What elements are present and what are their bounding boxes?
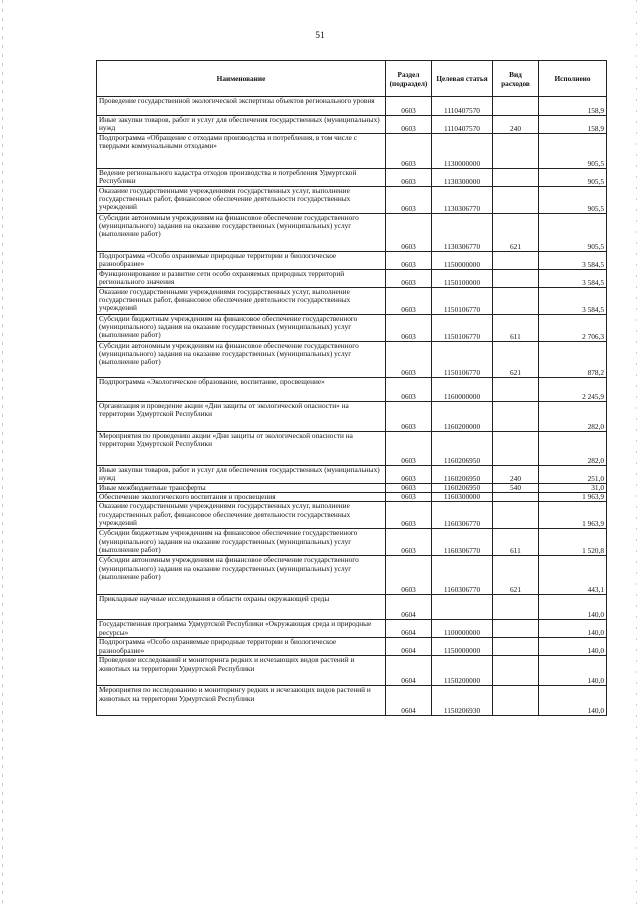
- budget-table: [96, 60, 607, 716]
- cell-kind: [493, 595, 539, 620]
- cell-target: 1150106770: [432, 342, 493, 378]
- header-name: Наименование: [97, 61, 386, 97]
- cell-kind: [493, 134, 539, 169]
- cell-section: 0604: [386, 656, 432, 686]
- cell-target: 1150000000: [432, 638, 493, 656]
- cell-kind: [493, 656, 539, 686]
- cell-target: 1150106770: [432, 315, 493, 342]
- cell-kind: 240: [493, 466, 539, 484]
- cell-name: Иные закупки товаров, работ и услуг для обеспечения государственных (муниципальных) нужд: [97, 466, 386, 484]
- table-row: [97, 466, 607, 484]
- cell-amount: 140,0: [539, 686, 607, 716]
- cell-kind: [493, 502, 539, 529]
- cell-amount: 1 520,8: [539, 529, 607, 556]
- cell-name: Субсидии бюджетным учреждениям на финансовое обеспечение государственного (муниципального) задания на оказание государственных (муниципальных) услуг (выполнение работ): [97, 315, 386, 342]
- table-row: [97, 493, 607, 502]
- cell-amount: 140,0: [539, 656, 607, 686]
- cell-target: 1100000000: [432, 620, 493, 638]
- cell-section: 0603: [386, 134, 432, 169]
- table-row: [97, 638, 607, 656]
- cell-target: 1150200000: [432, 656, 493, 686]
- cell-section: 0603: [386, 529, 432, 556]
- cell-target: 1160306770: [432, 502, 493, 529]
- table-row: [97, 556, 607, 595]
- table-body: [97, 97, 607, 716]
- cell-amount: 443,1: [539, 556, 607, 595]
- cell-amount: 140,0: [539, 595, 607, 620]
- table-row: [97, 595, 607, 620]
- cell-section: 0603: [386, 466, 432, 484]
- cell-section: 0603: [386, 252, 432, 270]
- cell-name: Подпрограмма «Особо охраняемые природные территории и биологическое разнообразие»: [97, 252, 386, 270]
- cell-amount: 878,2: [539, 342, 607, 378]
- cell-section: 0604: [386, 638, 432, 656]
- cell-amount: 282,0: [539, 432, 607, 466]
- cell-target: 1150100000: [432, 270, 493, 288]
- cell-name: Обеспечение экологического воспитания и просвещения: [97, 493, 386, 502]
- table-row: [97, 502, 607, 529]
- cell-name: Иные закупки товаров, работ и услуг для обеспечения государственных (муниципальных) нужд: [97, 116, 386, 134]
- cell-name: Подпрограмма «Обращение с отходами производства и потребления, в том числе с твердыми коммунальными отходами»: [97, 134, 386, 169]
- cell-name: Оказание государственными учреждениями государственных услуг, выполнение государственных работ, финансовое обеспечение деятельности государственных учреждений: [97, 187, 386, 214]
- table-row: [97, 378, 607, 402]
- cell-name: Организация и проведение акции «Дни защиты от экологической опасности» на территории Удмуртской Республики: [97, 402, 386, 432]
- header-amount: Исполнено: [539, 61, 607, 97]
- cell-section: 0603: [386, 402, 432, 432]
- table-row: [97, 134, 607, 169]
- table-row: [97, 484, 607, 493]
- cell-target: 1160306770: [432, 556, 493, 595]
- cell-kind: [493, 270, 539, 288]
- cell-name: Субсидии автономным учреждениям на финансовое обеспечение государственного (муниципального) задания на оказание государственных (муниципальных) услуг (выполнение работ): [97, 342, 386, 378]
- cell-kind: [493, 686, 539, 716]
- cell-section: 0603: [386, 187, 432, 214]
- cell-amount: 3 584,5: [539, 270, 607, 288]
- cell-kind: [493, 432, 539, 466]
- cell-target: 1150106770: [432, 288, 493, 315]
- cell-name: Подпрограмма «Особо охраняемые природные территории и биологическое разнообразие»: [97, 638, 386, 656]
- table-row: [97, 214, 607, 252]
- cell-kind: 611: [493, 315, 539, 342]
- cell-kind: 621: [493, 214, 539, 252]
- cell-kind: [493, 187, 539, 214]
- cell-name: Прикладные научные исследования в области охраны окружающей среды: [97, 595, 386, 620]
- cell-amount: 2 706,3: [539, 315, 607, 342]
- table-row: [97, 529, 607, 556]
- cell-section: 0604: [386, 620, 432, 638]
- cell-amount: 905,5: [539, 169, 607, 187]
- cell-amount: 140,0: [539, 638, 607, 656]
- cell-name: Государственная программа Удмуртской Республики «Окружающая среда и природные ресурсы»: [97, 620, 386, 638]
- cell-kind: [493, 378, 539, 402]
- cell-section: 0603: [386, 169, 432, 187]
- cell-section: 0603: [386, 270, 432, 288]
- cell-name: Оказание государственными учреждениями государственных услуг, выполнение государственных работ, финансовое обеспечение деятельности государственных учреждений: [97, 288, 386, 315]
- cell-target: [432, 595, 493, 620]
- cell-amount: 905,5: [539, 187, 607, 214]
- cell-amount: 2 245,9: [539, 378, 607, 402]
- cell-target: 1110407570: [432, 97, 493, 116]
- cell-target: 1160000000: [432, 378, 493, 402]
- cell-name: Проведение государственной экологической экспертизы объектов регионального уровня: [97, 97, 386, 116]
- table-row: [97, 656, 607, 686]
- table-row: [97, 116, 607, 134]
- cell-target: 1110407570: [432, 116, 493, 134]
- cell-amount: 31,0: [539, 484, 607, 493]
- cell-section: 0603: [386, 432, 432, 466]
- cell-section: 0603: [386, 315, 432, 342]
- table-row: [97, 315, 607, 342]
- cell-amount: 140,0: [539, 620, 607, 638]
- table-row: [97, 432, 607, 466]
- cell-amount: 282,0: [539, 402, 607, 432]
- cell-name: Мероприятия по проведению акции «Дни защиты от экологической опасности на территории Удмуртской Республики: [97, 432, 386, 466]
- cell-section: 0604: [386, 686, 432, 716]
- cell-section: 0603: [386, 342, 432, 378]
- cell-section: 0603: [386, 493, 432, 502]
- cell-kind: [493, 252, 539, 270]
- table-row: [97, 270, 607, 288]
- cell-amount: 3 584,5: [539, 288, 607, 315]
- page-number: 51: [315, 31, 325, 41]
- cell-section: 0603: [386, 97, 432, 116]
- cell-kind: [493, 169, 539, 187]
- cell-name: Мероприятия по исследованию и мониторингу редких и исчезающих видов растений и животных на территории Удмуртской Республики: [97, 686, 386, 716]
- cell-name: Оказание государственными учреждениями государственных услуг, выполнение государственных работ, финансовое обеспечение деятельности государственных учреждений: [97, 502, 386, 529]
- table-row: [97, 342, 607, 378]
- cell-name: Ведение регионального кадастра отходов производства и потребления Удмуртской Республики: [97, 169, 386, 187]
- scan-edge-left: [2, 0, 3, 905]
- header-row: [97, 61, 607, 97]
- cell-amount: 251,0: [539, 466, 607, 484]
- table-header: [97, 61, 607, 97]
- cell-kind: 611: [493, 529, 539, 556]
- cell-name: Субсидии автономным учреждениям на финансовое обеспечение государственного (муниципального) задания на оказание государственных (муниципальных) услуг (выполнение работ): [97, 556, 386, 595]
- cell-amount: 1 963,9: [539, 502, 607, 529]
- cell-amount: 1 963,9: [539, 493, 607, 502]
- cell-name: Иные межбюджетные трансферты: [97, 484, 386, 493]
- header-section: Раздел (подраздел): [386, 61, 432, 97]
- cell-target: 1130306770: [432, 214, 493, 252]
- cell-kind: [493, 97, 539, 116]
- cell-kind: [493, 493, 539, 502]
- cell-target: 1160206950: [432, 484, 493, 493]
- table-row: [97, 252, 607, 270]
- cell-section: 0603: [386, 556, 432, 595]
- cell-section: 0603: [386, 502, 432, 529]
- table-row: [97, 97, 607, 116]
- cell-section: 0603: [386, 484, 432, 493]
- cell-kind: [493, 402, 539, 432]
- cell-section: 0604: [386, 595, 432, 620]
- cell-target: 1160206950: [432, 466, 493, 484]
- cell-amount: 158,9: [539, 97, 607, 116]
- header-target: Целевая статья: [432, 61, 493, 97]
- cell-section: 0603: [386, 378, 432, 402]
- cell-target: 1130000000: [432, 134, 493, 169]
- table-row: [97, 686, 607, 716]
- table-row: [97, 402, 607, 432]
- cell-name: Субсидии бюджетным учреждениям на финансовое обеспечение государственного (муниципального) задания на оказание государственных (муниципальных) услуг (выполнение работ): [97, 529, 386, 556]
- table-row: [97, 187, 607, 214]
- cell-name: Подпрограмма «Экологическое образование, воспитание, просвещение»: [97, 378, 386, 402]
- cell-target: 1150206930: [432, 686, 493, 716]
- cell-name: Проведение исследований и мониторинга редких и исчезающих видов растений и животных на территории Удмуртской Республики: [97, 656, 386, 686]
- cell-amount: 905,5: [539, 214, 607, 252]
- cell-target: 1160306770: [432, 529, 493, 556]
- cell-amount: 158,9: [539, 116, 607, 134]
- cell-section: 0603: [386, 214, 432, 252]
- cell-target: 1130300000: [432, 169, 493, 187]
- cell-target: 1130306770: [432, 187, 493, 214]
- table-row: [97, 288, 607, 315]
- cell-target: 1160300000: [432, 493, 493, 502]
- cell-kind: 621: [493, 556, 539, 595]
- cell-section: 0603: [386, 288, 432, 315]
- cell-kind: 621: [493, 342, 539, 378]
- cell-kind: [493, 638, 539, 656]
- cell-name: Функционирование и развитие сети особо охраняемых природных территорий регионального значения: [97, 270, 386, 288]
- table-row: [97, 169, 607, 187]
- cell-target: 1160200000: [432, 402, 493, 432]
- table-row: [97, 620, 607, 638]
- cell-name: Субсидии автономным учреждениям на финансовое обеспечение государственного (муниципального) задания на оказание государственных (муниципальных) услуг (выполнение работ): [97, 214, 386, 252]
- cell-target: 1150000000: [432, 252, 493, 270]
- cell-target: 1160206950: [432, 432, 493, 466]
- cell-kind: 540: [493, 484, 539, 493]
- scan-edge-right: [636, 0, 637, 905]
- header-kind: Вид расходов: [493, 61, 539, 97]
- cell-kind: [493, 620, 539, 638]
- cell-amount: 905,5: [539, 134, 607, 169]
- cell-kind: 240: [493, 116, 539, 134]
- cell-amount: 3 584,5: [539, 252, 607, 270]
- cell-section: 0603: [386, 116, 432, 134]
- cell-kind: [493, 288, 539, 315]
